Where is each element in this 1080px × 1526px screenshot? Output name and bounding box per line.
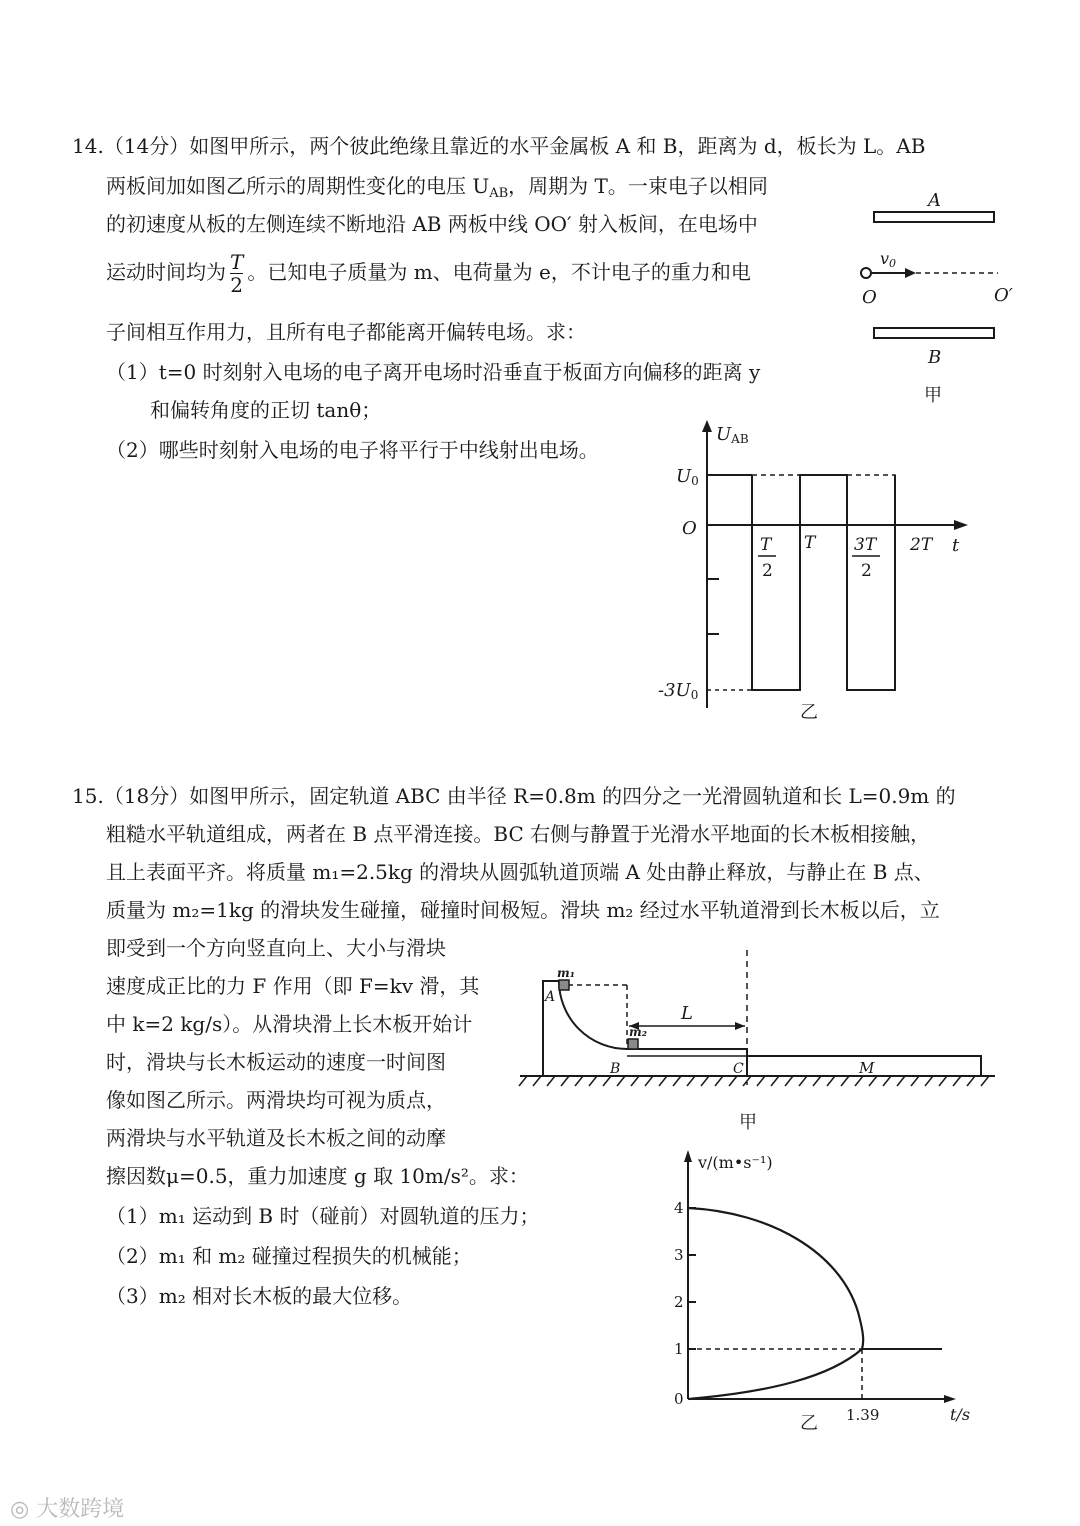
v-tick-4: 4 (674, 1199, 684, 1217)
curve-board-velocity (688, 1349, 862, 1399)
wave-drop-1 (752, 475, 800, 690)
length-l-arrowhead-right (735, 1022, 745, 1030)
board-m-label: M (859, 1059, 875, 1077)
q15-sub2: （2）m₁ 和 m₂ 碰撞过程损失的机械能； (106, 1244, 472, 1268)
q14-text-2-end: ，周期为 T。一束电子以相同 (508, 174, 768, 198)
frac-numerator: T (230, 250, 244, 274)
x-axis-label: t (952, 535, 960, 556)
x-axis-arrowhead (954, 520, 968, 530)
tick-t: T (804, 533, 816, 553)
length-l-label: L (681, 1003, 693, 1024)
q15-score: （18分） (103, 784, 190, 808)
q15-line4: 质量为 m₂=1kg 的滑块发生碰撞，碰撞时间极短。滑块 m₂ 经过水平轨道滑到长木板以后，立 (106, 898, 940, 922)
t-axis-arrowhead (944, 1395, 956, 1403)
q15-figure-jia (515, 945, 1005, 1135)
q15-line3: 且上表面平齐。将质量 m₁=2.5kg 的滑块从圆弧轨道顶端 A 处由静止释放，与静止在 B 点、 (106, 860, 934, 884)
y-axis-label: UAB (716, 424, 749, 446)
u0-label: U0 (676, 466, 699, 488)
v-tick-1: 1 (674, 1340, 684, 1358)
q15-sub3: （3）m₂ 相对长木板的最大位移。 (106, 1284, 413, 1308)
tick-three-half-num: 3T (854, 535, 877, 555)
q14-number: 14. (72, 134, 104, 158)
curve-slider-velocity (688, 1208, 863, 1349)
q14-figure-yi (640, 418, 980, 728)
origin-label: O (682, 518, 697, 539)
q14-sub1-b: 和偏转角度的正切 tanθ； (150, 398, 382, 422)
q14-text-4-pre: 运动时间均为 (106, 260, 226, 284)
y-axis-arrowhead (702, 420, 712, 432)
q15-text-1: 如图甲所示，固定轨道 ABC 由半径 R=0.8m 的四分之一光滑圆轨道和长 L=0.9m 的 (189, 784, 956, 808)
figure-yi-15-caption: 乙 (800, 1413, 818, 1434)
q15-figure-yi (660, 1142, 990, 1442)
electron-source (861, 268, 871, 278)
v0-label: v0 (880, 249, 897, 270)
tick-2t: 2T (910, 535, 933, 555)
q14-text-2: 两板间加如图乙所示的周期性变化的电压 U (106, 174, 490, 198)
frac-denominator: 2 (230, 273, 244, 297)
q14-line3: 的初速度从板的左侧连续不断地沿 AB 两板中线 OO′ 射入板间，在电场中 (106, 212, 758, 236)
block-m1-label: m₁ (557, 966, 575, 980)
t-tick-139: 1.39 (846, 1406, 880, 1424)
guide-2t (847, 475, 895, 690)
plate-a-label: A (928, 190, 941, 211)
watermark-logo-icon: ◎ (10, 1497, 30, 1522)
v-ticks (688, 1208, 696, 1349)
q14-text-1: 如图甲所示，两个彼此绝缘且靠近的水平金属板 A 和 B，距离为 d，板长为 L。AB (189, 134, 926, 158)
q14-sub2: （2）哪些时刻射入电场的电子将平行于中线射出电场。 (106, 438, 599, 462)
v0-arrowhead (905, 268, 916, 278)
v-axis-arrowhead (684, 1150, 692, 1162)
q14-line4 (106, 248, 751, 296)
q15-number: 15. (72, 784, 104, 808)
q14-line1 (72, 132, 925, 160)
block-m2-label: m₂ (629, 1025, 647, 1039)
q14-score: （14分） (103, 134, 190, 158)
v-tick-3: 3 (674, 1246, 684, 1264)
ground-hatch (519, 1076, 989, 1086)
q15-line8: 时，滑块与长木板运动的速度一时间图 (106, 1050, 446, 1074)
v-axis-label: v/(m•s⁻¹) (698, 1153, 773, 1172)
q15-line1 (72, 782, 956, 810)
q14-text-2-sub: AB (489, 186, 509, 201)
plate-b-label: B (928, 347, 942, 368)
figure-jia-15-caption: 甲 (739, 1112, 757, 1133)
tick-half-den: 2 (762, 561, 773, 581)
q14-sub1-a: （1）t=0 时刻射入电场的电子离开电场时沿垂直于板面方向偏移的距离 y (106, 360, 761, 384)
block-m1 (559, 980, 569, 990)
figure-yi-caption: 乙 (800, 702, 818, 723)
block-m2 (628, 1039, 638, 1049)
q14-line2 (106, 172, 768, 208)
q15-sub1: （1）m₁ 运动到 B 时（碰前）对圆轨道的压力； (106, 1204, 540, 1228)
q15-line6: 速度成正比的力 F 作用（即 F=kv 滑，其 (106, 974, 480, 998)
plate-b (874, 328, 994, 338)
figure-jia-caption: 甲 (924, 385, 942, 406)
point-c-label: C (733, 1061, 744, 1077)
q15-line2: 粗糙水平轨道组成，两者在 B 点平滑连接。BC 右侧与静置于光滑水平地面的长木板相接触， (106, 822, 931, 846)
v-tick-2: 2 (674, 1293, 684, 1311)
wave-body (752, 475, 895, 690)
footer-watermark (10, 1492, 124, 1523)
q14-figure-jia (850, 180, 1030, 410)
neg-3u0-label: -3U0 (658, 680, 699, 702)
q15-line10: 两滑块与水平轨道及长木板之间的动摩 (106, 1126, 446, 1150)
q14-fraction-t-half (230, 251, 243, 296)
t-axis-label: t/s (950, 1405, 971, 1424)
q15-line9: 像如图乙所示。两滑块均可视为质点， (106, 1088, 446, 1112)
point-o-prime-label: O′ (994, 285, 1013, 306)
watermark-text: 大数跨境 (36, 1497, 125, 1522)
q15-line5: 即受到一个方向竖直向上、大小与滑块 (106, 936, 446, 960)
q15-line7: 中 k=2 kg/s）。从滑块滑上长木板开始计 (106, 1012, 473, 1036)
point-o-label: O (862, 287, 877, 308)
point-a-label: A (545, 989, 556, 1005)
q15-line11: 擦因数μ=0.5，重力加速度 g 取 10m/s²。求： (106, 1164, 529, 1188)
q14-line5: 子间相互作用力，且所有电子都能离开偏转电场。求： (106, 320, 586, 344)
v-origin-label: 0 (674, 1390, 684, 1408)
tick-half-num: T (760, 535, 772, 555)
point-b-label: B (610, 1061, 621, 1077)
tick-three-half-den: 2 (861, 561, 872, 581)
q14-text-4-post: 。已知电子质量为 m、电荷量为 e，不计电子的重力和电 (247, 260, 751, 284)
plate-a (874, 212, 994, 222)
